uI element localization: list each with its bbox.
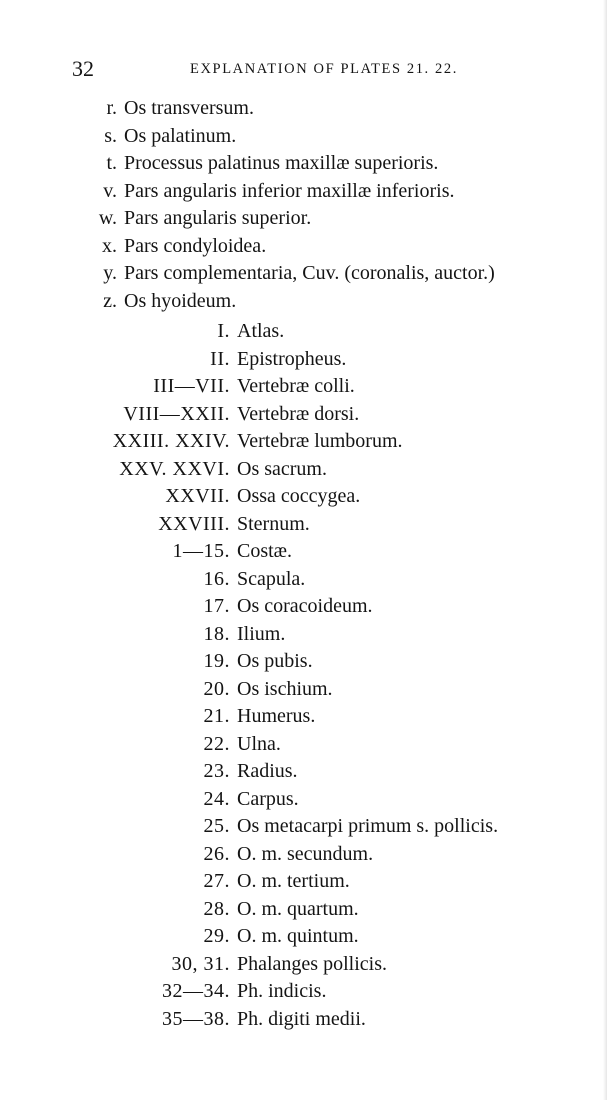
entry-key: 29. — [203, 925, 230, 947]
list-item — [0, 676, 607, 704]
list-item — [0, 978, 607, 1006]
entry-key: VIII—XXII. — [123, 402, 230, 425]
list-item — [0, 288, 607, 316]
list-item — [0, 178, 607, 206]
list-item — [0, 318, 607, 346]
running-head: EXPLANATION OF PLATES 21. 22. — [190, 61, 458, 77]
entry-key: r. — [106, 97, 117, 119]
list-item — [0, 401, 607, 429]
entry-text: Ossa coccygea. — [237, 485, 361, 507]
list-item — [0, 731, 607, 759]
entry-key: 26. — [203, 842, 230, 865]
list-item — [0, 260, 607, 288]
list-item — [0, 428, 607, 456]
entry-key: 27. — [203, 870, 230, 892]
list-item — [0, 593, 607, 621]
entry-text: Carpus. — [237, 787, 299, 810]
entry-key: 32—34. — [162, 980, 230, 1002]
entry-key: II. — [210, 347, 230, 370]
entry-key: 28. — [203, 897, 230, 920]
entry-key: 19. — [203, 650, 230, 672]
list-item — [0, 511, 607, 539]
entry-key: z. — [103, 289, 117, 312]
entry-key: 25. — [203, 815, 230, 837]
entry-text: O. m. quintum. — [237, 925, 359, 947]
list-item — [0, 951, 607, 979]
list-item — [0, 786, 607, 814]
entry-text: Vertebræ dorsi. — [237, 402, 360, 425]
entry-text: Os palatinum. — [124, 124, 237, 147]
entry-key: v. — [103, 179, 117, 202]
entry-key: 22. — [203, 732, 230, 755]
entry-text: Os coracoideum. — [237, 595, 373, 617]
entry-key: t. — [106, 152, 117, 174]
entry-text: Vertebræ colli. — [237, 375, 355, 397]
list-item — [0, 538, 607, 566]
entry-text: Ph. indicis. — [237, 980, 327, 1002]
entry-text: Pars angularis superior. — [124, 207, 312, 229]
list-item — [0, 868, 607, 896]
list-item — [0, 346, 607, 374]
entry-text: Os sacrum. — [237, 457, 327, 480]
list-item — [0, 841, 607, 869]
list-item — [0, 566, 607, 594]
list-item — [0, 896, 607, 924]
entry-key: s. — [104, 124, 117, 147]
entry-key: x. — [102, 234, 117, 257]
letter-entry-list — [0, 95, 607, 315]
entry-text: Phalanges pollicis. — [237, 952, 387, 975]
list-item — [0, 1006, 607, 1034]
entry-text: Radius. — [237, 760, 298, 782]
entry-key: 20. — [203, 677, 230, 700]
list-item — [0, 95, 607, 123]
entry-text: Os transversum. — [124, 97, 254, 119]
numbered-entry-list — [0, 318, 607, 1033]
list-item — [0, 703, 607, 731]
list-item — [0, 923, 607, 951]
entry-key: XXV. XXVI. — [119, 457, 230, 480]
entry-key: 18. — [203, 622, 230, 645]
list-item — [0, 456, 607, 484]
entry-text: O. m. secundum. — [237, 842, 374, 865]
entry-key: 35—38. — [162, 1007, 230, 1030]
list-item — [0, 758, 607, 786]
page-edge — [603, 0, 607, 1100]
entry-text: Ulna. — [237, 732, 281, 755]
list-item — [0, 123, 607, 151]
entry-key: 23. — [203, 760, 230, 782]
list-item — [0, 150, 607, 178]
entry-key: 16. — [203, 567, 230, 590]
list-item — [0, 373, 607, 401]
entry-text: Sternum. — [237, 512, 310, 535]
entry-key: III—VII. — [153, 375, 230, 397]
entry-text: Processus palatinus maxillæ superioris. — [124, 152, 439, 174]
page-number: 32 — [72, 56, 94, 81]
list-item — [0, 233, 607, 261]
entry-text: Os metacarpi primum s. pollicis. — [237, 815, 499, 837]
entry-text: Atlas. — [237, 320, 285, 342]
entry-text: Costæ. — [237, 540, 293, 562]
entry-text: Pars complementaria, Cuv. (coronalis, auctor.) — [124, 262, 495, 284]
entry-key: XXVIII. — [158, 512, 230, 535]
page-header — [0, 56, 607, 86]
entry-key: I. — [217, 320, 230, 342]
entry-text: Scapula. — [237, 567, 306, 590]
entry-key: 17. — [203, 595, 230, 617]
entry-text: Pars condyloidea. — [124, 234, 267, 257]
entry-text: Ilium. — [237, 622, 286, 645]
entry-text: O. m. tertium. — [237, 870, 350, 892]
entry-key: XXVII. — [165, 485, 230, 507]
entry-key: XXIII. XXIV. — [112, 430, 230, 452]
entry-text: Os hyoideum. — [124, 289, 237, 312]
entry-text: Pars angularis inferior maxillæ inferioris. — [124, 179, 455, 202]
entry-text: Os pubis. — [237, 650, 313, 672]
entry-key: 21. — [203, 705, 230, 727]
list-item — [0, 648, 607, 676]
list-item — [0, 483, 607, 511]
entry-text: Os ischium. — [237, 677, 333, 700]
entry-key: 30, 31. — [171, 952, 230, 975]
list-item — [0, 621, 607, 649]
entry-key: w. — [98, 207, 117, 229]
entry-key: 1—15. — [172, 540, 230, 562]
entry-text: O. m. quartum. — [237, 897, 359, 920]
list-item — [0, 205, 607, 233]
entry-key: y. — [103, 262, 117, 284]
entry-text: Vertebræ lumborum. — [237, 430, 403, 452]
entry-text: Ph. digiti medii. — [237, 1007, 366, 1030]
entry-text: Epistropheus. — [237, 347, 347, 370]
entry-key: 24. — [203, 787, 230, 810]
entry-text: Humerus. — [237, 705, 316, 727]
list-item — [0, 813, 607, 841]
